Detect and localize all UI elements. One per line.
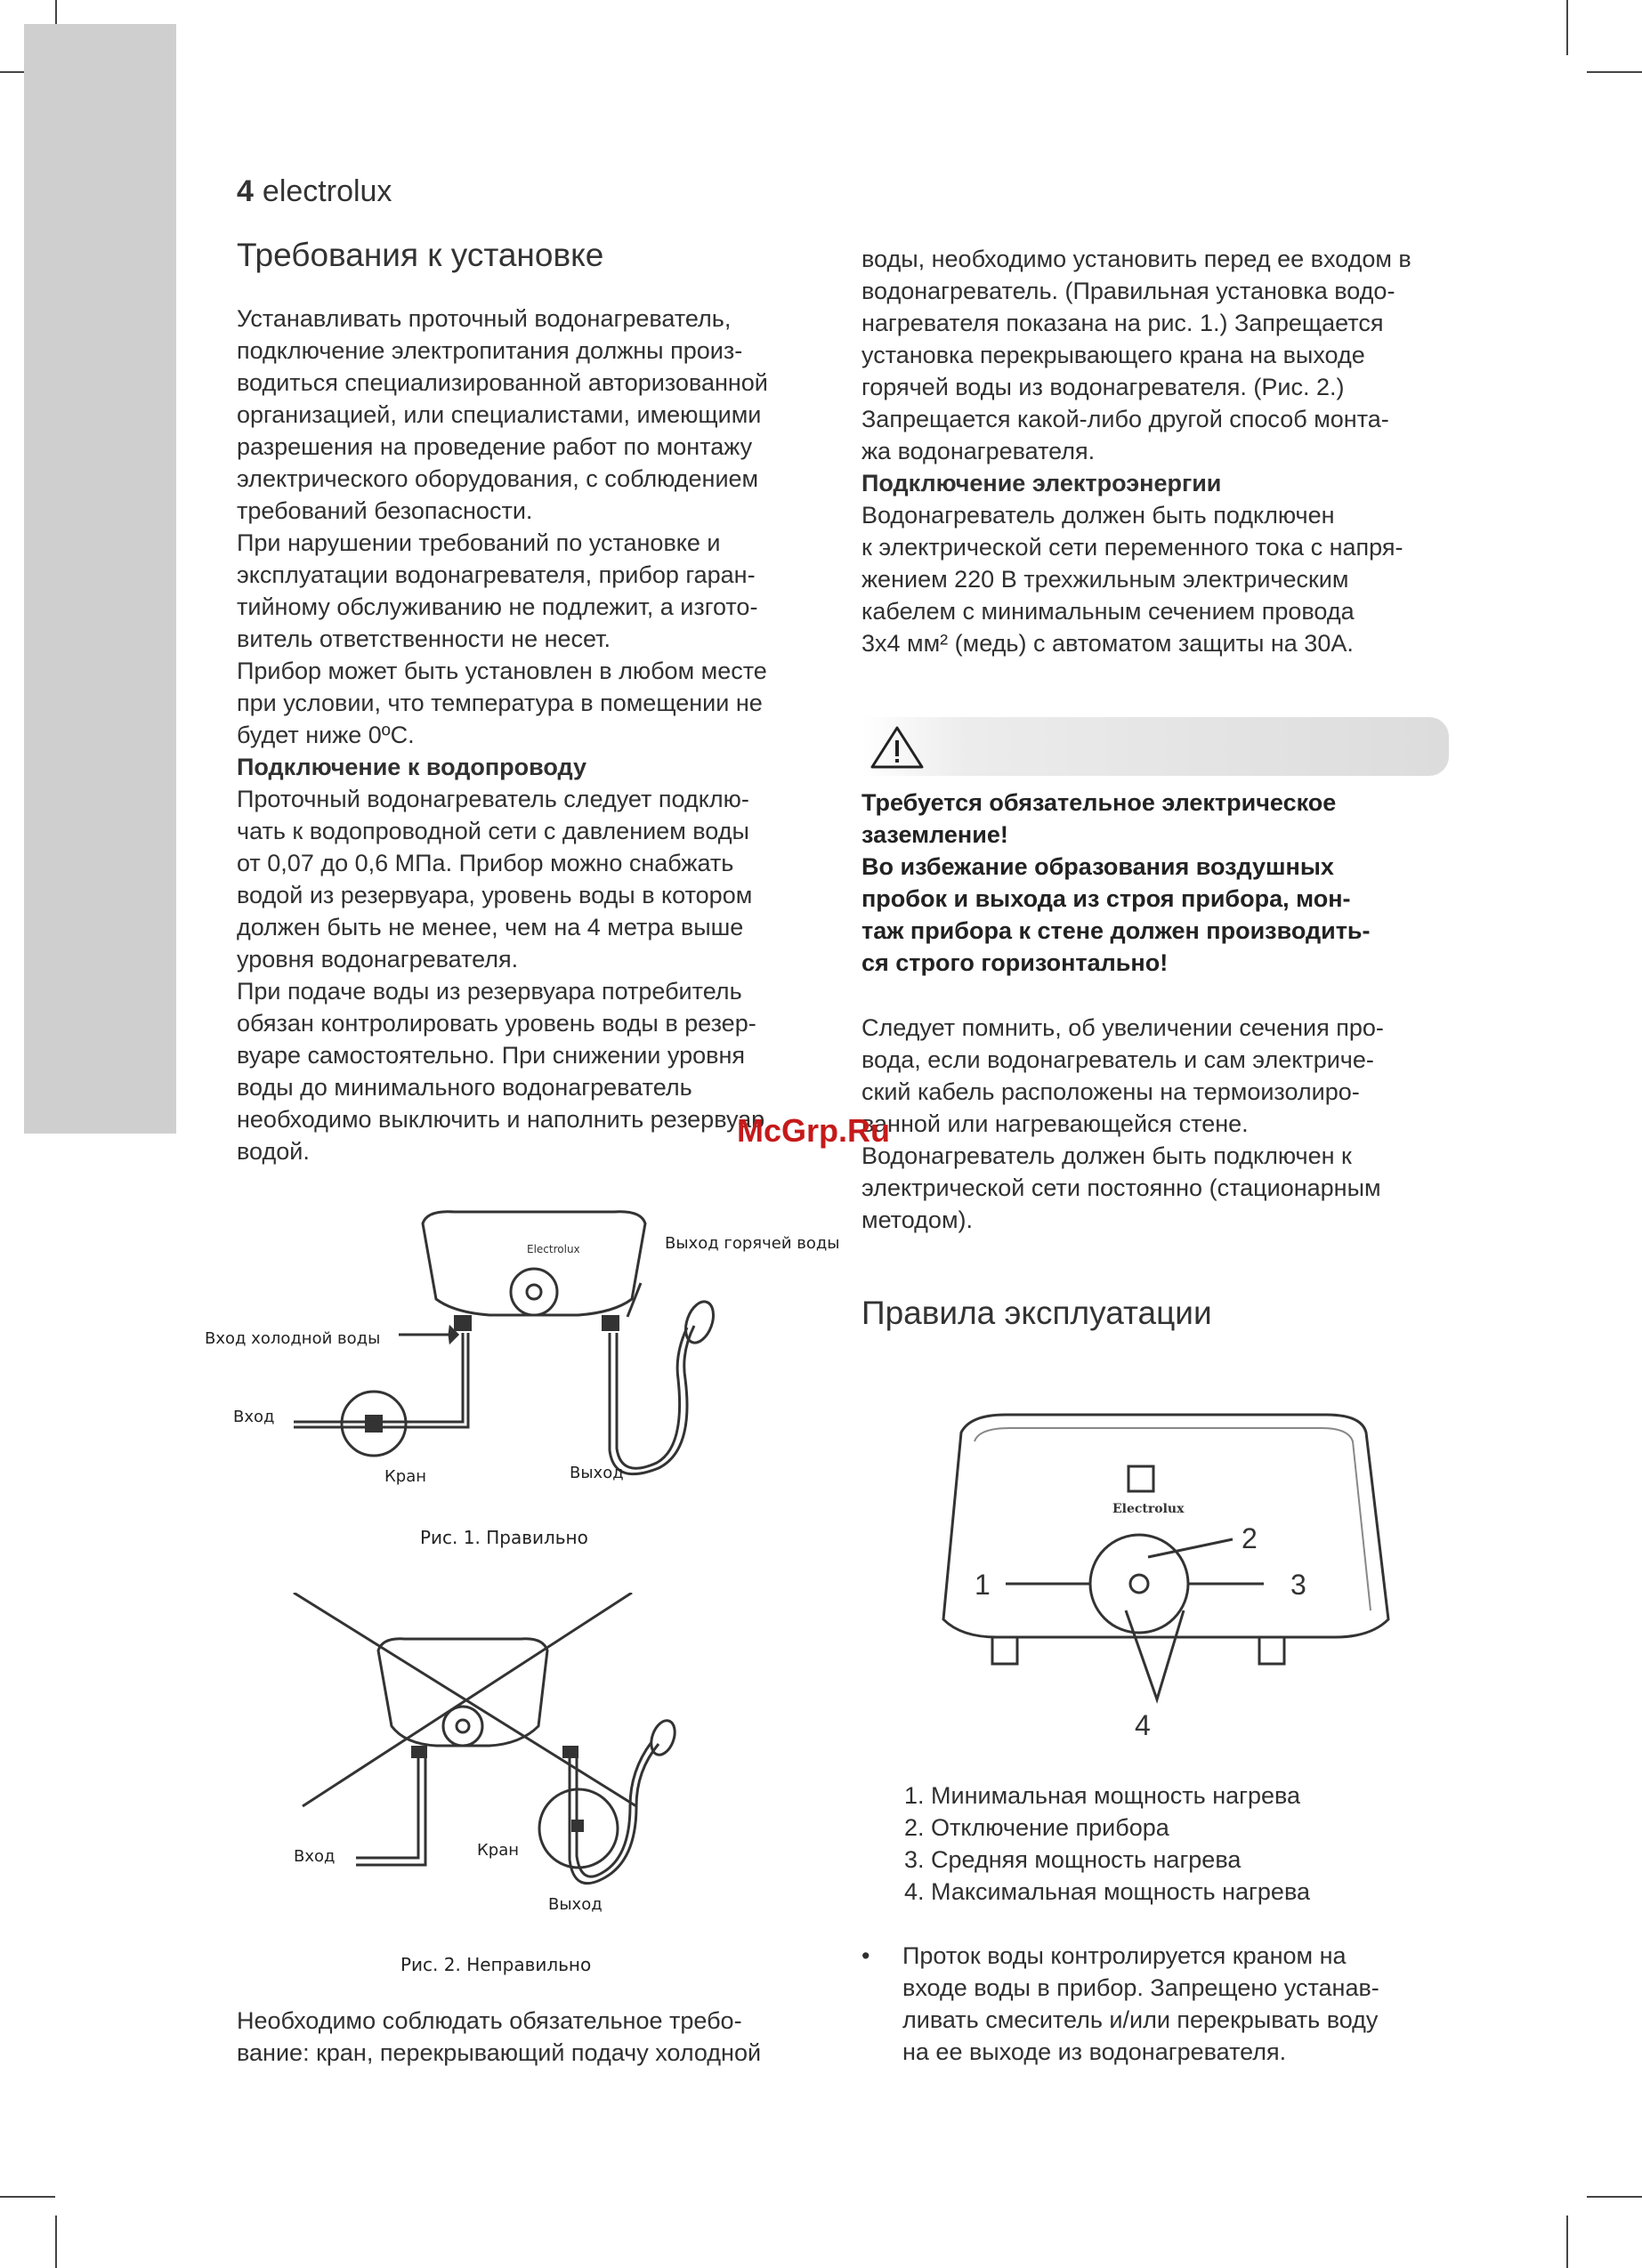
text-line: кабелем с минимальным сечением провода (861, 598, 1355, 625)
text-line: установка перекрывающего крана на выходе (861, 342, 1365, 368)
figure-2-incorrect-installation (285, 1593, 712, 1949)
electrolux-logo: Electrolux (527, 1243, 580, 1255)
warning-bar (861, 717, 1449, 776)
figure-2-caption: Рис. 2. Неправильно (400, 1954, 592, 1975)
label-inlet: Вход (294, 1847, 336, 1866)
text-line: методом). (861, 1207, 973, 1233)
section-title-installation: Требования к установке (237, 237, 604, 273)
crop-mark (1566, 2216, 1568, 2268)
text-line: ся строго горизонтально! (861, 949, 1169, 976)
text-line: Водонагреватель должен быть подключен (861, 502, 1335, 529)
text-line: водой. (237, 1138, 310, 1165)
label-hot-water-out: Выход горячей воды (665, 1234, 840, 1253)
text-line: вода, если водонагреватель и сам электриче- (861, 1046, 1374, 1073)
text-line: Запрещается какой-либо другой способ монта- (861, 406, 1389, 432)
text-line: тийному обслуживанию не подлежит, а изгото- (237, 593, 758, 620)
label-valve: Кран (384, 1467, 427, 1486)
text-line: Требуется обязательное электрическое (861, 789, 1337, 816)
text-line: на ее выходе из водонагревателя. (902, 2038, 1287, 2065)
text-line: водонагреватель. (Правильная установка водо- (861, 278, 1395, 304)
text-line: необходимо выключить и наполнить резервуар (237, 1106, 765, 1133)
text-line: витель ответственности не несет. (237, 626, 611, 652)
callout-line-2 (1148, 1539, 1233, 1557)
text-line: Следует помнить, об увеличении сечения про- (861, 1014, 1384, 1041)
text-line: водиться специализированной авторизованной (237, 369, 768, 396)
text-line: будет ниже 0ºС. (237, 722, 415, 748)
label-cold-water-in: Вход холодной воды (205, 1329, 381, 1348)
left-column-text (237, 303, 768, 1167)
text-line: электрического оборудования, с соблюдением (237, 465, 759, 492)
figure-control-panel (890, 1397, 1442, 1744)
text-line: При нарушении требований по установке и (237, 529, 721, 556)
text-line: 3х4 мм² (медь) с автоматом защиты на 30А. (861, 630, 1354, 657)
text-line: от 0,07 до 0,6 МПа. Прибор можно снабжать (237, 850, 734, 876)
text-line: чать к водопроводной сети с давлением воды (237, 818, 749, 844)
list-item: 3. Средняя мощность нагрева (904, 1846, 1242, 1873)
heater-body (943, 1415, 1388, 1637)
text-line: водой из резервуара, уровень воды в котором (237, 882, 753, 908)
text-line: входе воды в прибор. Запрещено устанав- (902, 1974, 1379, 2001)
section-title-operation: Правила эксплуатации (861, 1295, 1212, 1331)
right-column-text (861, 243, 1411, 659)
label-outlet: Выход (570, 1464, 624, 1482)
list-item: 1. Минимальная мощность нагрева (904, 1782, 1301, 1809)
crop-mark (1587, 71, 1642, 73)
text-line: при условии, что температура в помещении не (237, 690, 763, 716)
power-levels-list (904, 1780, 1310, 1908)
bottom-left-text (237, 2005, 761, 2069)
subheading-water: Подключение к водопроводу (237, 754, 587, 780)
text-line: вуаре самостоятельно. При снижении уровня (237, 1042, 745, 1069)
text-line: пробок и выхода из строя прибора, мон- (861, 885, 1351, 912)
text-line: подключение электропитания должны произ- (237, 337, 743, 364)
text-line: электрической сети постоянно (стационарным (861, 1174, 1381, 1201)
text-line: разрешения на проведение работ по монтажу (237, 433, 753, 460)
text-line: горячей воды из водонагревателя. (Рис. 2.) (861, 374, 1345, 400)
text-line: должен быть не менее, чем на 4 метра выше (237, 914, 744, 940)
callout-2: 2 (1242, 1522, 1258, 1554)
callout-1: 1 (975, 1569, 991, 1601)
text-line: нагревателя показана на рис. 1.) Запрещается (861, 310, 1384, 336)
callout-line-4 (1126, 1610, 1184, 1699)
text-line: воды, необходимо установить перед ее входом в (861, 246, 1411, 272)
text-line: Необходимо соблюдать обязательное требо- (237, 2007, 742, 2034)
text-line: При подаче воды из резервуара потребитель (237, 978, 742, 1005)
watermark: McGrp.Ru (737, 1112, 891, 1149)
right-after-warning-text (861, 1012, 1384, 1236)
text-line: уровня водонагревателя. (237, 946, 519, 973)
figure-1-caption: Рис. 1. Правильно (420, 1527, 588, 1548)
text-line: Проток воды контролируется краном на (902, 1942, 1347, 1969)
callout-4: 4 (1135, 1709, 1151, 1741)
subheading-electric: Подключение электроэнергии (861, 470, 1222, 496)
text-line: таж прибора к стене должен производить- (861, 917, 1371, 944)
warning-icon (869, 722, 926, 772)
list-item: 2. Отключение прибора (904, 1814, 1169, 1841)
page-number: 4 (237, 174, 254, 208)
text-line: воды до минимального водонагреватель (237, 1074, 692, 1101)
text-line: Во избежание образования воздушных (861, 853, 1334, 880)
crop-mark (0, 2196, 55, 2198)
brand-name: electrolux (262, 174, 392, 208)
list-item: 4. Максимальная мощность нагрева (904, 1878, 1310, 1905)
text-line: обязан контролировать уровень воды в резер- (237, 1010, 756, 1037)
text-line: ливать смеситель и/или перекрывать воду (902, 2006, 1379, 2033)
text-line: требований безопасности. (237, 497, 533, 524)
label-valve: Кран (477, 1841, 520, 1860)
text-line: Проточный водонагреватель следует подклю- (237, 786, 749, 812)
crop-mark (55, 2216, 57, 2268)
side-tab (24, 24, 176, 1134)
text-line: вание: кран, перекрывающий подачу холодной (237, 2039, 762, 2066)
text-line: к электрической сети переменного тока с напря- (861, 534, 1403, 561)
callout-3: 3 (1290, 1569, 1306, 1601)
text-line: Водонагреватель должен быть подключен к (861, 1142, 1352, 1169)
text-line: эксплуатации водонагревателя, прибор гаран- (237, 561, 756, 588)
hot-hose (610, 1326, 694, 1474)
bullet-dot: • (861, 1942, 870, 1969)
text-line: Прибор может быть установлен в любом месте (237, 658, 767, 684)
page-header (237, 174, 392, 209)
text-line: ский кабель расположены на термоизолиро- (861, 1078, 1360, 1105)
text-line: Устанавливать проточный водонагреватель, (237, 305, 732, 332)
text-line: заземление! (861, 821, 1008, 848)
label-inlet: Вход (233, 1408, 275, 1426)
crop-mark (1566, 0, 1568, 55)
text-line: жением 220 В трехжильным электрическим (861, 566, 1349, 593)
crop-mark (1587, 2196, 1642, 2198)
text-line: жа водонагревателя. (861, 438, 1096, 464)
text-line: ванной или нагревающейся стене. (861, 1110, 1249, 1137)
label-outlet: Выход (548, 1895, 603, 1914)
warning-text (861, 787, 1371, 979)
electrolux-logo: Electrolux (1112, 1502, 1185, 1516)
text-line: организацией, или специалистами, имеющими (237, 401, 762, 428)
